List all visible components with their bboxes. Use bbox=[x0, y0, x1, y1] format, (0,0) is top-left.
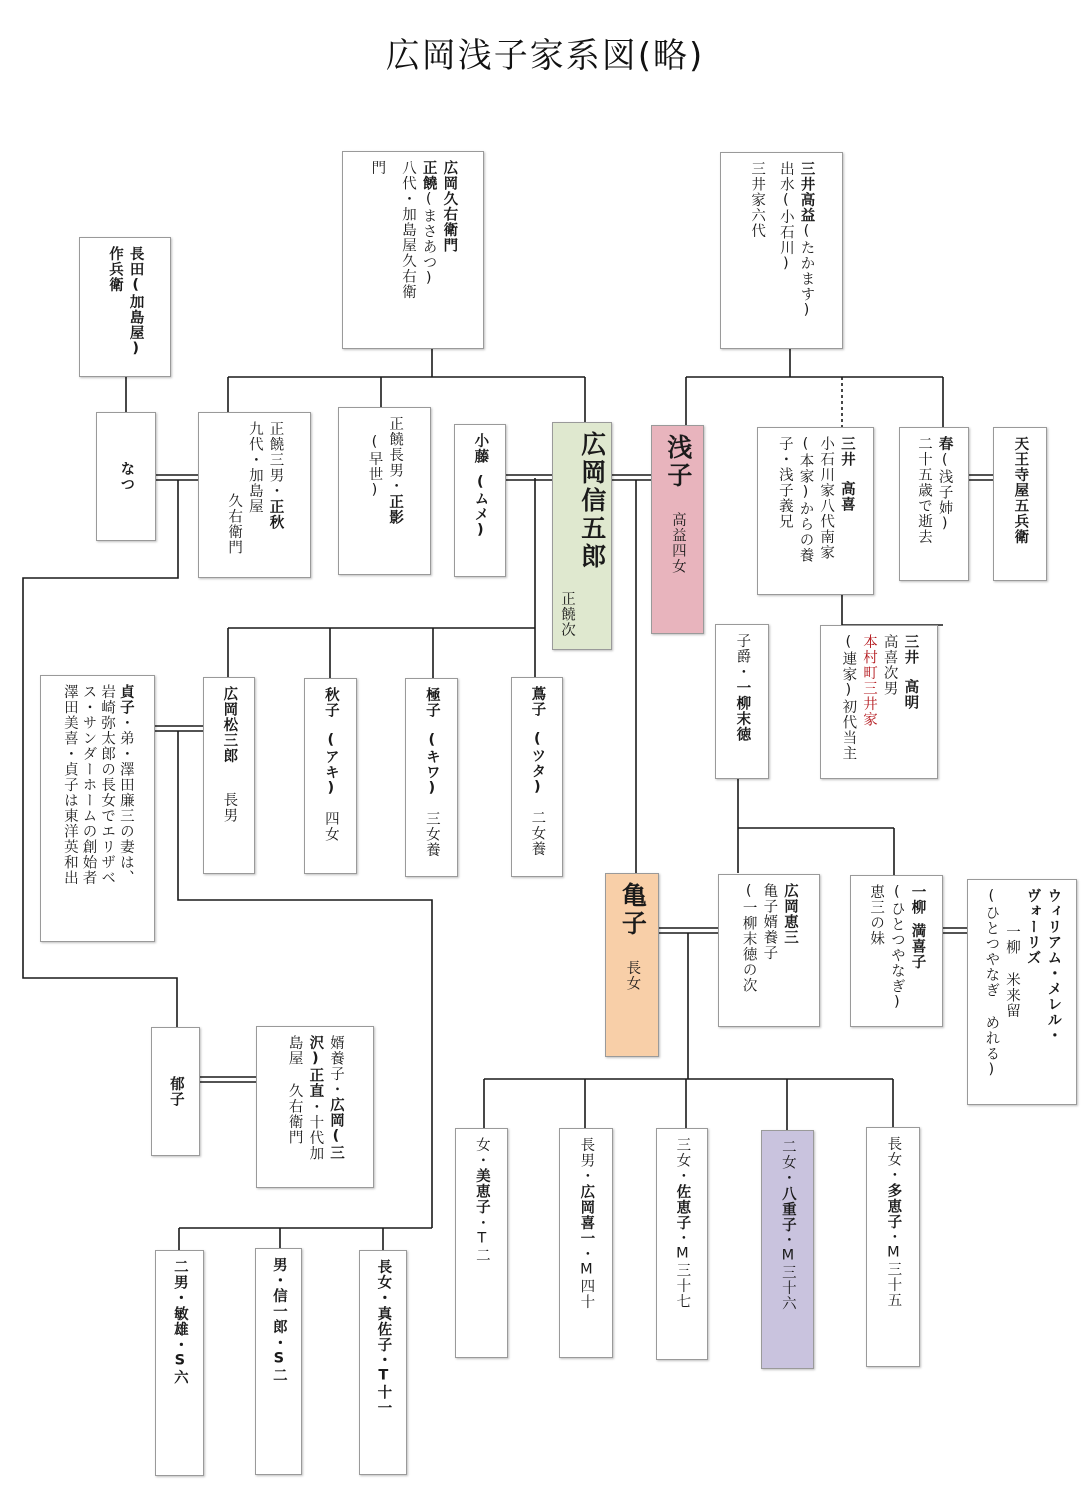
tsutako-name: 蔦子 bbox=[529, 686, 546, 717]
masaaki-name: 正秋 bbox=[267, 498, 284, 530]
hisaemon-name1: 広岡久右衛門 bbox=[441, 160, 458, 253]
akiko-desc: 四女 bbox=[322, 811, 339, 842]
person-masako bbox=[359, 1250, 407, 1475]
taeko-text2: ・M三十五 bbox=[885, 1229, 902, 1308]
person-mieko bbox=[455, 1128, 508, 1358]
eizo-name: 広岡恵三 bbox=[782, 883, 798, 945]
person-hisaemon bbox=[342, 151, 484, 349]
takaaki-desc1: 高喜次男 bbox=[881, 634, 898, 696]
masakage-name: 正影 bbox=[387, 493, 404, 525]
makiko-name1: 一柳 bbox=[909, 884, 926, 915]
masako-text2: ・T十一 bbox=[375, 1352, 392, 1416]
person-yaeko bbox=[761, 1130, 814, 1369]
takaaki-desc2: 本村町三井家 bbox=[861, 634, 877, 727]
takayasu-name: 三井高益 bbox=[798, 161, 815, 223]
hisaemon-desc: 八代・加島屋久右衛 bbox=[400, 160, 416, 300]
person-tsutako bbox=[511, 677, 563, 877]
haru-name: 春 bbox=[936, 436, 953, 452]
yaeko-name: 八重子 bbox=[779, 1185, 796, 1232]
kofuji-name: 小藤 bbox=[472, 433, 489, 464]
toshio-text2: ・S六 bbox=[171, 1336, 188, 1385]
takayoshi-desc1: 小石川家八代南家 bbox=[818, 436, 835, 560]
kameko-name: 亀子 bbox=[618, 882, 648, 938]
chart-title: 広岡浅子家系図(略) bbox=[385, 36, 705, 76]
kiwako-reading: (キワ) bbox=[423, 732, 440, 797]
taeko-text1: 長女・ bbox=[885, 1136, 902, 1183]
person-haru bbox=[899, 427, 969, 581]
takayoshi-takaaki-line bbox=[842, 595, 943, 625]
person-nagata bbox=[79, 237, 171, 377]
person-natsu bbox=[96, 412, 156, 541]
shingoro-name: 広岡信五郎 bbox=[577, 431, 607, 571]
person-mitsui-takayasu bbox=[720, 152, 843, 349]
sadako-desc1: ・弟・澤田廉三の妻は、 bbox=[117, 715, 134, 886]
makiko-vories-marriage bbox=[943, 928, 967, 933]
makiko-reading: (ひとつやなぎ) bbox=[888, 884, 905, 1011]
person-taeko bbox=[866, 1127, 920, 1367]
suetoku-name: 一柳末徳 bbox=[734, 679, 751, 742]
masaaki-desc3: 久右衛門 bbox=[226, 493, 243, 555]
takaaki-name1: 三井 bbox=[902, 634, 919, 665]
yaeko-text2: ・M三十六 bbox=[779, 1232, 796, 1311]
takayoshi-name2: 高喜 bbox=[838, 481, 855, 512]
makiko-name2: 満喜子 bbox=[909, 923, 926, 970]
person-kofuji bbox=[454, 424, 506, 577]
hisaemon-desc-cont: 門 bbox=[369, 160, 386, 176]
sadako-desc4: 澤田美喜・貞子は東洋英和出 bbox=[61, 684, 78, 886]
nagata-name: 長田(加島屋) bbox=[127, 246, 144, 358]
person-tennojiya bbox=[993, 427, 1047, 581]
kiichi-text2: ・M四十 bbox=[578, 1245, 595, 1309]
nagata-title: 作兵衛 bbox=[107, 246, 123, 293]
kiichi-text1: 長男・ bbox=[578, 1137, 595, 1184]
sadako-name: 貞子 bbox=[117, 684, 134, 715]
person-sadako bbox=[40, 675, 155, 942]
haru-tennojiya-marriage bbox=[968, 475, 993, 480]
person-takaaki bbox=[820, 625, 938, 779]
masako-name: 真佐子 bbox=[375, 1305, 392, 1352]
masanao-name2: 沢)正直 bbox=[307, 1035, 324, 1099]
ikuko-masanao-marriage bbox=[200, 1077, 256, 1082]
sadako-desc3: ス・サンダーホームの創始者 bbox=[80, 684, 97, 886]
kameko-children-line bbox=[484, 933, 893, 1130]
sadako-desc2: 岩崎弥太郎の長女でエリザベ bbox=[99, 684, 116, 886]
person-matsusaburo bbox=[203, 677, 255, 874]
kameko-eizo-marriage bbox=[659, 928, 718, 933]
takayasu-desc2: 三井家六代 bbox=[749, 161, 766, 239]
person-masanao bbox=[256, 1026, 374, 1188]
haru-desc: 二十五歳で逝去 bbox=[916, 436, 932, 545]
masakage-note: (早世) bbox=[366, 434, 383, 499]
person-asako bbox=[651, 425, 704, 634]
akiko-name: 秋子 bbox=[322, 687, 339, 718]
kiichi-name: 広岡喜一 bbox=[578, 1183, 595, 1246]
saeko-name: 佐恵子 bbox=[674, 1183, 691, 1230]
takaaki-name2: 高明 bbox=[902, 679, 919, 710]
takaaki-desc3: (連家)初代当主 bbox=[840, 634, 857, 761]
saeko-text2: ・M三十七 bbox=[674, 1230, 691, 1309]
tsutako-reading: (ツタ) bbox=[529, 731, 546, 796]
masanao-desc3: 島屋 久右衛門 bbox=[286, 1035, 303, 1145]
masanao-name1: 広岡(三 bbox=[328, 1097, 344, 1161]
matsusaburo-name: 広岡松三郎 bbox=[221, 686, 238, 764]
masanao-desc2: ・十代加 bbox=[307, 1098, 324, 1161]
kofuji-shingoro-marriage bbox=[505, 475, 552, 480]
shinichiro-text1: 男・ bbox=[270, 1257, 287, 1288]
person-eizo bbox=[718, 874, 820, 1027]
person-saeko bbox=[656, 1128, 708, 1360]
takayasu-reading: (たかます) bbox=[798, 223, 815, 319]
sadako-matsusaburo-marriage bbox=[155, 726, 203, 731]
kameko-desc: 長女 bbox=[624, 960, 641, 991]
ikuko-name: 郁子 bbox=[167, 1076, 184, 1107]
yaeko-text1: 二女・ bbox=[779, 1139, 796, 1186]
person-kiichi bbox=[559, 1128, 613, 1358]
makiko-desc: 恵三の妹 bbox=[868, 884, 885, 946]
person-vories bbox=[967, 879, 1077, 1105]
masako-text1: 長女・ bbox=[375, 1259, 392, 1306]
person-makiko bbox=[850, 875, 943, 1027]
haru-reading: (浅子姉) bbox=[936, 451, 953, 532]
kofuji-reading: (ムメ) bbox=[472, 474, 489, 539]
akiko-reading: (アキ) bbox=[322, 732, 339, 797]
saeko-text1: 三女・ bbox=[674, 1137, 691, 1184]
asako-name: 浅子 bbox=[663, 434, 693, 490]
tsutako-desc: 二女養 bbox=[529, 810, 546, 857]
hisaemon-name2: 正饒 bbox=[420, 160, 437, 191]
vories-name2: ヴォーリズ bbox=[1024, 888, 1041, 966]
takayoshi-desc2: (本家)からの養 bbox=[797, 436, 814, 563]
masaaki-desc1: 正饒三男・ bbox=[267, 421, 284, 499]
natsu-name: なつ bbox=[118, 461, 135, 492]
shinichiro-text2: ・S二 bbox=[270, 1334, 287, 1383]
person-kiwako bbox=[405, 678, 458, 877]
hisaemon-reading: (まさあつ) bbox=[420, 191, 437, 287]
takayasu-desc1: 出水(小石川) bbox=[777, 161, 794, 273]
suetoku-desc: 子爵・ bbox=[734, 633, 751, 680]
masaaki-desc2: 九代・加島屋 bbox=[246, 421, 263, 514]
takayoshi-desc3: 子・浅子義兄 bbox=[776, 436, 793, 529]
person-masakage bbox=[338, 407, 431, 575]
person-akiko bbox=[304, 678, 357, 874]
matsusaburo-desc: 長男 bbox=[221, 791, 238, 823]
toshio-name: 敏雄 bbox=[171, 1305, 188, 1337]
mieko-text2: ・T二 bbox=[473, 1214, 490, 1263]
taeko-name: 多恵子 bbox=[885, 1182, 902, 1229]
toshio-text1: 二男・ bbox=[171, 1259, 188, 1306]
asako-desc: 高益四女 bbox=[669, 512, 686, 574]
natsu-masaaki-marriage bbox=[155, 475, 198, 480]
person-hitotsuyanagi-suetoku bbox=[715, 624, 769, 779]
person-kameko bbox=[605, 873, 659, 1057]
shingoro-desc: 正饒次 bbox=[558, 591, 575, 638]
shinichiro-name: 信一郎 bbox=[270, 1288, 287, 1335]
person-masaaki bbox=[198, 412, 311, 578]
vories-name1: ウィリアム・メレル・ bbox=[1045, 888, 1062, 1043]
suetoku-children-line bbox=[738, 779, 894, 875]
kiwako-desc: 三女養 bbox=[423, 811, 440, 858]
takayasu-children-line bbox=[686, 348, 943, 427]
vories-desc2: (ひとつやなぎ めれる) bbox=[983, 888, 1000, 1079]
mieko-name: 美恵子 bbox=[473, 1168, 490, 1215]
takayoshi-name1: 三井 bbox=[838, 436, 855, 467]
vories-desc1: 一柳 米来留 bbox=[1004, 924, 1020, 1019]
masanao-desc1: 婿養子・ bbox=[328, 1035, 344, 1097]
tennojiya-name: 天王寺屋五兵衛 bbox=[1012, 436, 1029, 545]
shingoro-asako-marriage bbox=[612, 475, 651, 480]
eizo-desc2: (一柳末徳の次 bbox=[740, 883, 757, 993]
kiwako-name: 極子 bbox=[423, 687, 440, 718]
masakage-desc: 正饒長男・ bbox=[387, 416, 404, 494]
eizo-desc1: 亀子婿養子 bbox=[761, 883, 778, 961]
person-shingoro bbox=[552, 422, 612, 650]
person-mitsui-takayoshi bbox=[757, 427, 874, 595]
mieko-text1: 女・ bbox=[473, 1137, 490, 1168]
person-ikuko bbox=[151, 1027, 200, 1156]
person-toshio bbox=[155, 1250, 204, 1476]
person-shinichiro bbox=[255, 1248, 302, 1475]
